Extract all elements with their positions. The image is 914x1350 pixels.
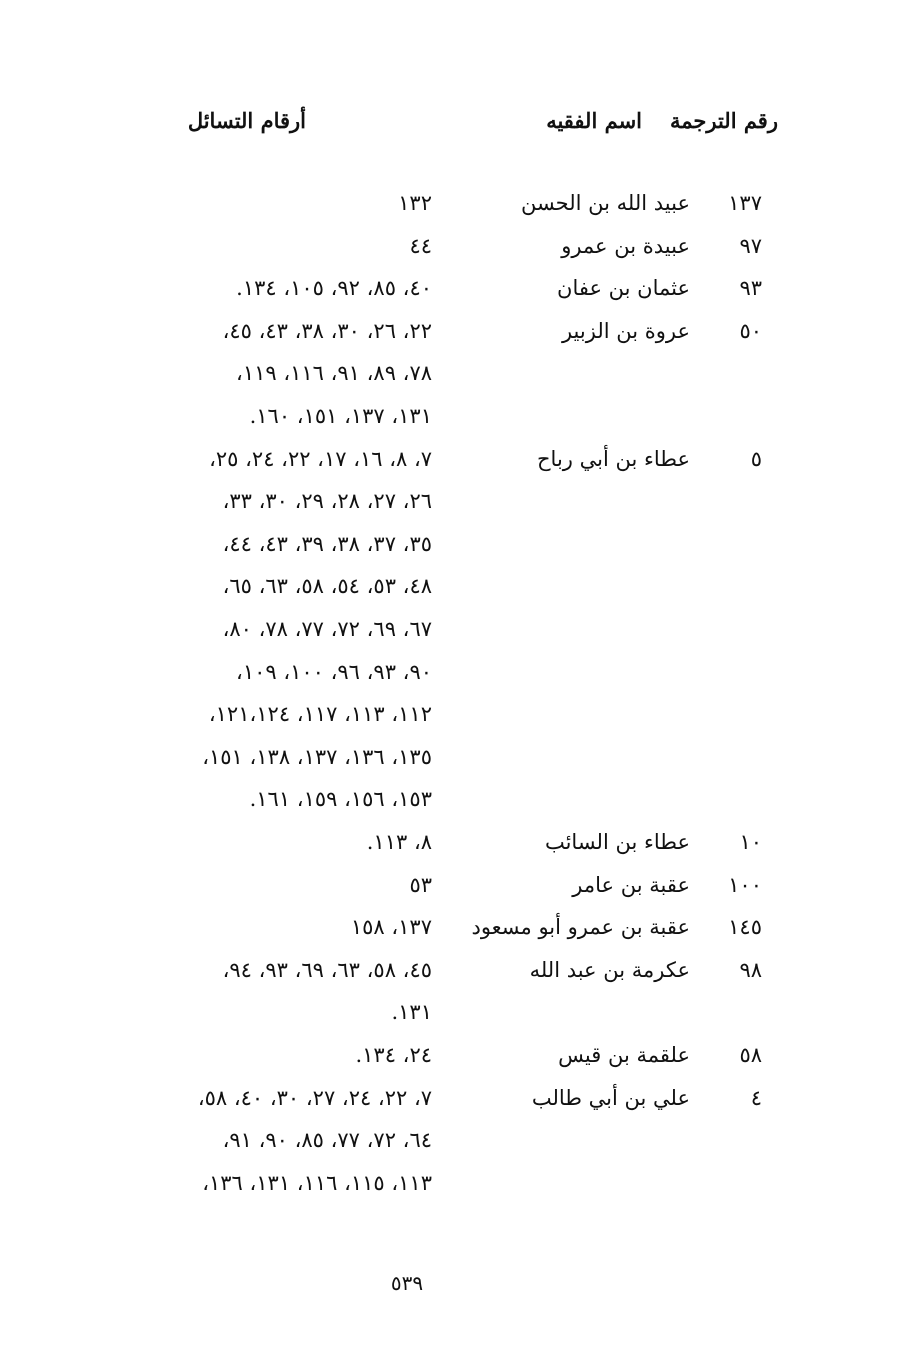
jurist-name: عبيد الله بن الحسن [520,191,690,215]
issue-numbers: ١٣١. [391,1000,432,1024]
issue-numbers: ٧٨، ٨٩، ٩١، ١١٦، ١١٩، [236,361,432,385]
issue-numbers: ٢٢، ٢٦، ٣٠، ٣٨، ٤٣، ٤٥، [222,319,432,343]
table-row [0,693,914,736]
jurist-name: عقبة بن عامر [572,873,690,897]
table-row [0,352,914,395]
translation-number: ١٤٥ [728,915,762,939]
jurist-name: علي بن أبي طالب [531,1086,690,1110]
jurist-name: عكرمة بن عبد الله [529,958,690,982]
jurist-name: عطاء بن أبي رباح [536,447,690,471]
issue-numbers: ٤٤ [409,234,432,258]
header-jurist-name: اسم الفقيه [546,108,642,133]
table-row [0,608,914,651]
header-issue-numbers: أرقام التسائل [187,108,306,133]
table-row [0,523,914,566]
issue-numbers: ١٣٥، ١٣٦، ١٣٧، ١٣٨، ١٥١، [202,745,432,769]
issue-numbers: ٧، ٨، ١٦، ١٧، ٢٢، ٢٤، ٢٥، [209,447,432,471]
translation-number: ١٠ [739,830,762,854]
issue-numbers: ٢٤، ١٣٤. [355,1043,432,1067]
translation-number: ٩٨ [739,958,762,982]
issue-numbers: ٩٠، ٩٣، ٩٦، ١٠٠، ١٠٩، [236,660,432,684]
jurist-name: عقبة بن عمرو أبو مسعود [471,915,690,939]
table-row [0,267,914,310]
table-row [0,821,914,864]
issue-numbers: ٤٥، ٥٨، ٦٣، ٦٩، ٩٣، ٩٤، [222,958,432,982]
issue-numbers: ١٥٣، ١٥٦، ١٥٩، ١٦١. [249,787,432,811]
table-row [0,864,914,907]
header-translation-number: رقم الترجمة [669,108,778,133]
issue-numbers: ١٣٧، ١٥٨ [350,915,432,939]
translation-number: ٥ [750,447,762,471]
jurist-name: علقمة بن قيس [558,1043,690,1067]
table-row [0,565,914,608]
table-row [0,651,914,694]
table-row [0,225,914,268]
translation-number: ٩٣ [739,276,762,300]
table-row [0,480,914,523]
translation-number: ٥٠ [739,319,762,343]
jurist-name: عروة بن الزبير [561,319,690,343]
table-row [0,182,914,225]
issue-numbers: ٦٤، ٧٢، ٧٧، ٨٥، ٩٠، ٩١، [222,1128,432,1152]
issue-numbers: ٧، ٢٢، ٢٤، ٢٧، ٣٠، ٤٠، ٥٨، [197,1086,432,1110]
jurist-name: عبيدة بن عمرو [561,234,690,258]
table-row [0,310,914,353]
translation-number: ٤ [750,1086,762,1110]
issue-numbers: ٤٠، ٨٥، ٩٢، ١٠٥، ١٣٤. [236,276,432,300]
issue-numbers: ٨، ١١٣. [366,830,432,854]
issue-numbers: ٦٧، ٦٩، ٧٢، ٧٧، ٧٨، ٨٠، [222,617,432,641]
issue-numbers: ٤٨، ٥٣، ٥٤، ٥٨، ٦٣، ٦٥، [222,574,432,598]
table-row [0,949,914,992]
jurist-name: عطاء بن السائب [544,830,690,854]
jurist-name: عثمان بن عفان [557,276,690,300]
translation-number: ٥٨ [739,1043,762,1067]
translation-number: ٩٧ [739,234,762,258]
page-number: ٥٣٩ [390,1271,424,1295]
issue-numbers: ١٣١، ١٣٧، ١٥١، ١٦٠. [249,404,432,428]
table-row [0,736,914,779]
table-row [0,906,914,949]
table-row [0,1034,914,1077]
table-row [0,1077,914,1120]
table-row [0,438,914,481]
table-row [0,1119,914,1162]
issue-numbers: ٢٦، ٢٧، ٢٨، ٢٩، ٣٠، ٣٣، [222,489,432,513]
table-row [0,778,914,821]
issue-numbers: ١١٢، ١١٣، ١١٧، ١٢١،١٢٤، [208,702,432,726]
table-row [0,1162,914,1205]
translation-number: ١٣٧ [728,191,762,215]
issue-numbers: ٣٥، ٣٧، ٣٨، ٣٩، ٤٣، ٤٤، [222,532,432,556]
translation-number: ١٠٠ [728,873,762,897]
table-row [0,991,914,1034]
issue-numbers: ٥٣ [409,873,432,897]
table-row [0,395,914,438]
issue-numbers: ١٣٢ [398,191,432,215]
issue-numbers: ١١٣، ١١٥، ١١٦، ١٣١، ١٣٦، [202,1171,432,1195]
